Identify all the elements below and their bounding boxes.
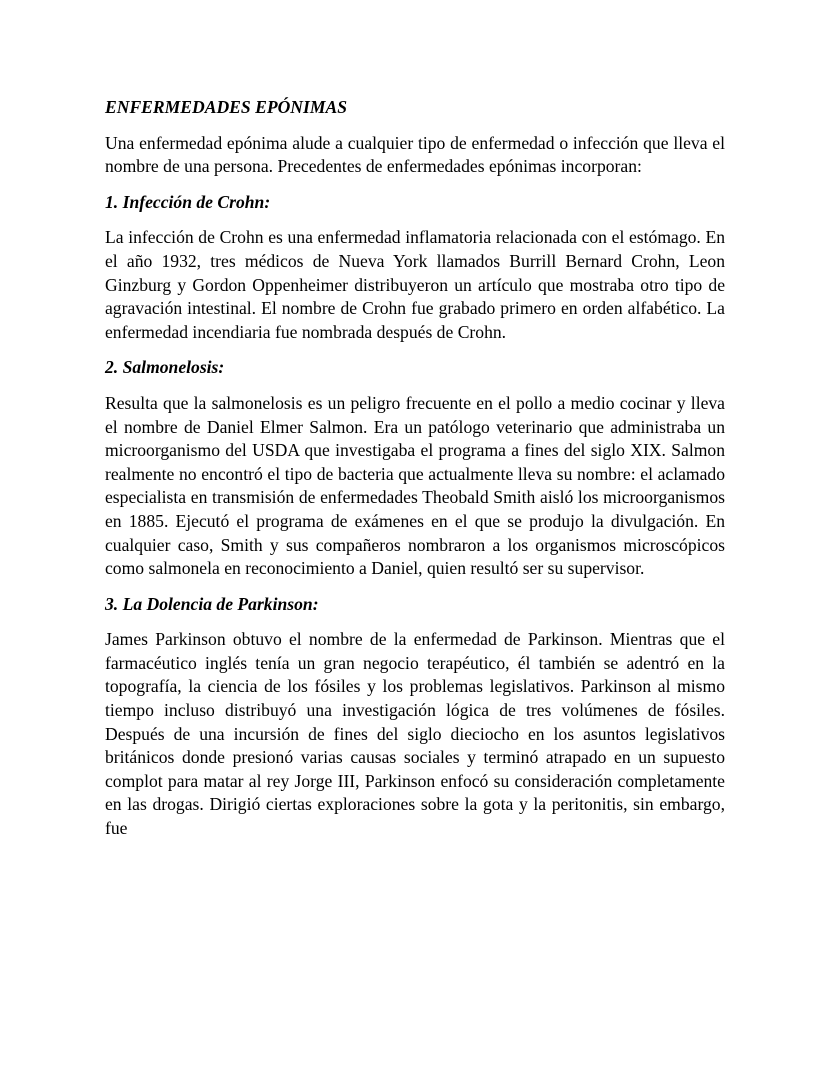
section-body-salmonelosis: Resulta que la salmonelosis es un peligro frecuente en el pollo a medio cocinar y lleva el nombre de Daniel Elmer Salmon. Era un patólogo veterinario que administraba un microorganismo del USDA que investigaba el programa a fines del siglo XIX. Salmon realmente no encontró el tipo de bacteria que actualmente lleva su nombre: el aclamado especialista en transmisión de enfermedades Theobald Smith aisló los microorganismos en 1885. Ejecutó el programa de exámenes en el que se produjo la divulgación. En cualquier caso, Smith y sus compañeros nombraron a los organismos microscópicos como salmonela en reconocimiento a Daniel, quien resultó ser su supervisor.	[105, 392, 725, 579]
section-heading-parkinson: 3. La Dolencia de Parkinson:	[105, 593, 319, 614]
section-heading-salmonelosis: 2. Salmonelosis:	[105, 357, 225, 378]
document-page	[105, 96, 725, 853]
section-body-parkinson: James Parkinson obtuvo el nombre de la enfermedad de Parkinson. Mientras que el farmacéutico inglés tenía un gran negocio terapéutico, él también se adentró en la topografía, la ciencia de los fósiles y los problemas legislativos. Parkinson al mismo tiempo incluso distribuyó una investigación lógica de tres volúmenes de fósiles. Después de una incursión de fines del siglo dieciocho en los asuntos legislativos británicos donde presionó varias causas sociales y terminó atrapado en un supuesto complot para matar al rey Jorge III, Parkinson enfocó su consideración completamente en las drogas. Dirigió ciertas exploraciones sobre la gota y la peritonitis, sin embargo, fue	[105, 629, 725, 839]
section-heading-crohn: 1. Infección de Crohn:	[105, 191, 271, 212]
intro-paragraph: Una enfermedad epónima alude a cualquier tipo de enfermedad o infección que lleva el nombre de una persona. Precedentes de enfermedades epónimas incorporan:	[105, 132, 725, 177]
document-title: ENFERMEDADES EPÓNIMAS	[105, 97, 347, 117]
section-body-crohn: La infección de Crohn es una enfermedad inflamatoria relacionada con el estómago. En el año 1932, tres médicos de Nueva York llamados Burrill Bernard Crohn, Leon Ginzburg y Gordon Oppenheimer distribuyeron un artículo que mostraba otro tipo de agravación intestinal. El nombre de Crohn fue grabado primero en orden alfabético. La enfermedad incendiaria fue nombrada después de Crohn.	[105, 227, 725, 342]
